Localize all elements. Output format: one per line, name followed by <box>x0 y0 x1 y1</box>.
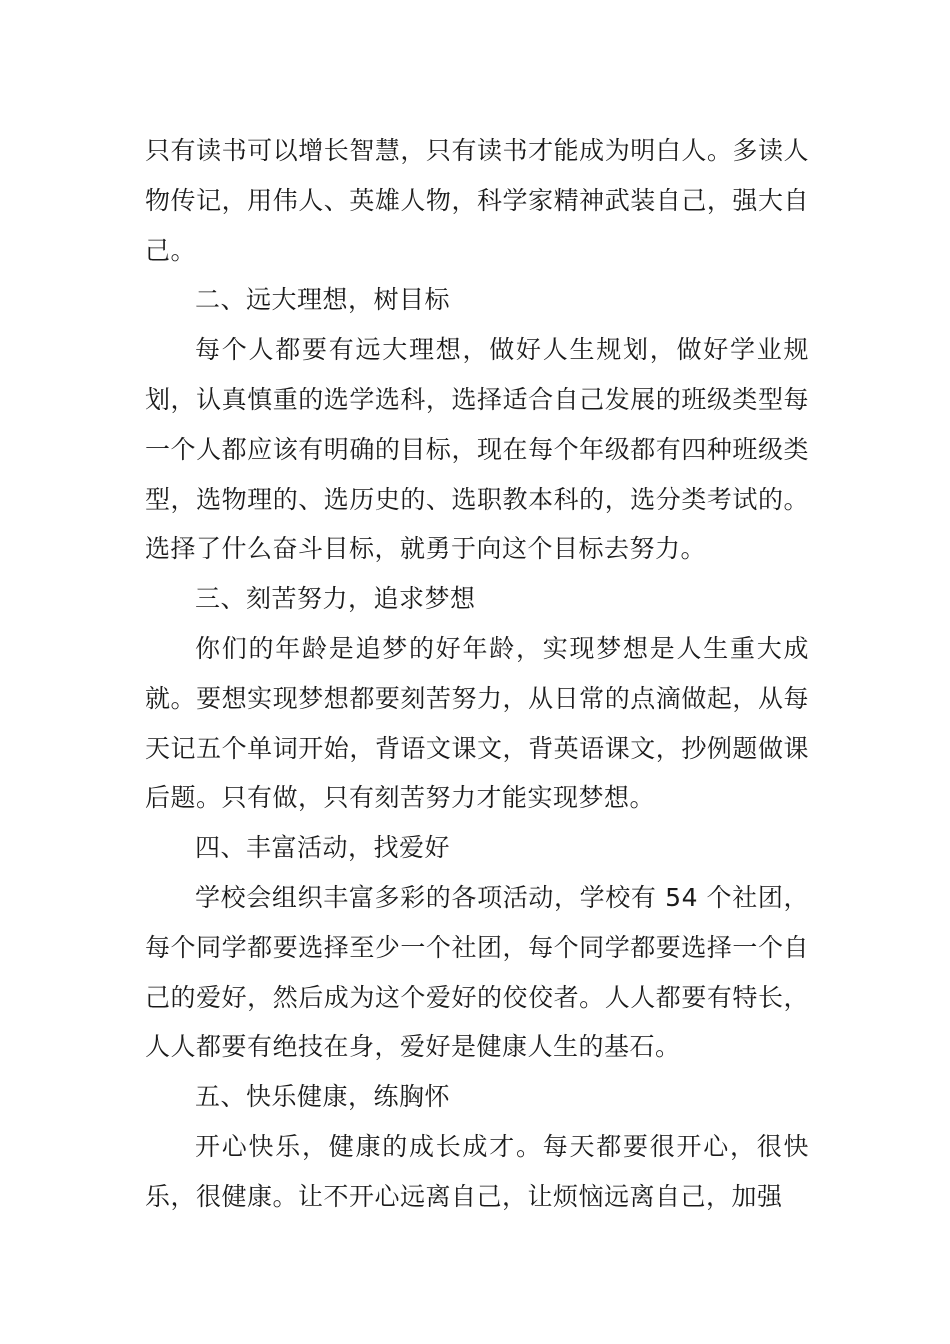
section-heading: 二、远大理想，树目标 <box>195 285 451 315</box>
document-page <box>145 126 809 1222</box>
section-heading: 三、刻苦努力，追求梦想 <box>195 584 476 614</box>
body-paragraph: 每个人都要有远大理想，做好人生规划，做好学业规划，认真慎重的选学选科，选择适合自己发展的班级类型每一个人都应该有明确的目标，现在每个年级都有四种班级类型，选物理的、选历史的、选职教本科的，选分类考试的。选择了什么奋斗目标，就勇于向这个目标去努力。 <box>145 335 809 564</box>
body-paragraph: 学校会组织丰富多彩的各项活动，学校有 54 个社团，每个同学都要选择至少一个社团，每个同学都要选择一个自己的爱好，然后成为这个爱好的佼佼者。人人都要有特长，人人都要有绝技在身，爱好是健康人生的基石。 <box>145 882 809 1062</box>
section-heading: 五、快乐健康，练胸怀 <box>195 1082 451 1112</box>
body-paragraph: 你们的年龄是追梦的好年龄，实现梦想是人生重大成就。要想实现梦想都要刻苦努力，从日常的点滴做起，从每天记五个单词开始，背语文课文，背英语课文，抄例题做课后题。只有做，只有刻苦努力才能实现梦想。 <box>145 633 809 813</box>
body-paragraph: 只有读书可以增长智慧，只有读书才能成为明白人。多读人物传记，用伟人、英雄人物，科学家精神武装自己，强大自己。 <box>145 136 809 265</box>
body-paragraph: 开心快乐，健康的成长成才。每天都要很开心，很快乐，很健康。让不开心远离自己，让烦恼远离自己，加强 <box>145 1131 809 1211</box>
section-heading: 四、丰富活动，找爱好 <box>195 833 451 863</box>
